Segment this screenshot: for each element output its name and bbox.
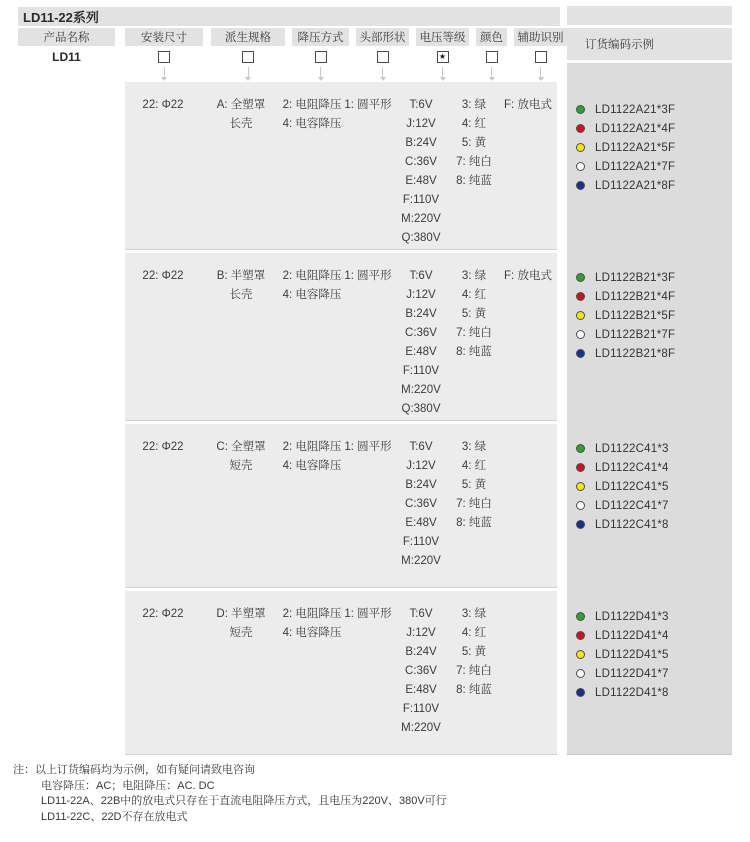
- order-code: LD1122D41*4: [595, 629, 669, 642]
- order-code: LD1122A21*8F: [595, 179, 676, 192]
- cell-line: J:12V: [406, 627, 436, 639]
- cell-line: C: 全塑罩: [216, 441, 266, 453]
- section-cell-voltages: [393, 438, 449, 571]
- order-code: LD1122B21*8F: [595, 347, 676, 360]
- cell-line: D: 半塑罩: [216, 608, 266, 620]
- order-code: LD1122D41*3: [595, 610, 669, 623]
- cell-line: 5: 黄: [461, 308, 487, 320]
- cell-line: E:48V: [405, 346, 437, 358]
- cell-line: M:220V: [401, 213, 441, 225]
- section-cell-spec: [201, 605, 281, 643]
- section-cell-reduction: [281, 605, 343, 643]
- arrow-head-icon: [245, 77, 251, 81]
- product-name-value: LD11: [52, 50, 81, 64]
- section-cell-colors: [449, 267, 499, 362]
- section-cell-spec: [201, 438, 281, 476]
- section-cell-head: [343, 438, 393, 457]
- note-line: 电容降压：AC；电阻降压：AC. DC: [41, 779, 215, 792]
- green-dot-icon: [576, 105, 585, 114]
- checkbox-icon[interactable]: [242, 51, 254, 63]
- order-code: LD1122B21*4F: [595, 290, 676, 303]
- code-group-3: [567, 607, 732, 702]
- section-cell-head: [343, 605, 393, 624]
- cell-line: Q:380V: [401, 403, 441, 415]
- code-row: [567, 157, 732, 176]
- cell-line: B:24V: [405, 137, 437, 149]
- order-code: LD1122D41*7: [595, 667, 669, 680]
- order-code: LD1122B21*3F: [595, 271, 676, 284]
- cell-line: 4: 电容降压: [282, 627, 342, 639]
- order-code: LD1122D41*5: [595, 648, 669, 661]
- arrow-head-icon: [440, 77, 446, 81]
- section-cell-aux: [499, 267, 557, 286]
- cell-line: 2: 电阻降压: [282, 608, 342, 620]
- section-cell-colors: [449, 605, 499, 700]
- cell-line: C:36V: [405, 665, 437, 677]
- cell-line: 22: Φ22: [142, 608, 184, 620]
- note-prefix: 注：: [13, 764, 35, 776]
- arrow-head-icon: [380, 77, 386, 81]
- checkbox-icon[interactable]: [315, 51, 327, 63]
- section-row-2: [125, 424, 557, 588]
- cell-line: T:6V: [409, 99, 433, 111]
- cell-line: 4: 电容降压: [282, 460, 342, 472]
- checkbox-starred-icon[interactable]: [437, 51, 449, 63]
- cell-line: 3: 绿: [461, 99, 487, 111]
- column-header-5: 颜色: [476, 28, 507, 46]
- page-title: LD11-22系列: [23, 10, 99, 25]
- cell-line: C:36V: [405, 498, 437, 510]
- cell-line: 4: 红: [461, 627, 487, 639]
- column-header-order-code: 订货编码示例: [567, 28, 732, 60]
- section-cell-size: [125, 605, 201, 624]
- cell-line: 1: 圆平形: [344, 441, 392, 453]
- order-code: LD1122C41*5: [595, 480, 669, 493]
- connector-arrow-icon: [540, 67, 541, 77]
- cell-line: 2: 电阻降压: [282, 99, 342, 111]
- cell-line: T:6V: [409, 270, 433, 282]
- code-row: [567, 325, 732, 344]
- green-dot-icon: [576, 273, 585, 282]
- order-code: LD1122C41*4: [595, 461, 669, 474]
- cell-line: 4: 电容降压: [282, 289, 342, 301]
- note-line: LD11-22A、22B中的放电式只存在于直流电阻降压方式，且电压为220V、380V可行: [41, 795, 447, 807]
- cell-line: 1: 圆平形: [344, 270, 392, 282]
- arrow-head-icon: [161, 77, 167, 81]
- cell-line: 4: 红: [461, 118, 487, 130]
- section-cell-aux: [499, 96, 557, 115]
- cell-line: 7: 纯白: [456, 327, 492, 339]
- cell-line: C:36V: [405, 327, 437, 339]
- star-icon: ★: [438, 52, 447, 61]
- cell-line: J:12V: [406, 460, 436, 472]
- white-dot-icon: [576, 330, 585, 339]
- section-cell-colors: [449, 438, 499, 533]
- cell-line: A: 全塑罩: [216, 99, 266, 111]
- order-code: LD1122C41*8: [595, 518, 669, 531]
- right-top-bar: [567, 6, 732, 25]
- yellow-dot-icon: [576, 482, 585, 491]
- green-dot-icon: [576, 444, 585, 453]
- code-row: [567, 626, 732, 645]
- cell-line: 5: 黄: [461, 479, 487, 491]
- column-header-4: 电压等级: [416, 28, 469, 46]
- cell-line: 22: Φ22: [142, 270, 184, 282]
- section-cell-colors: [449, 96, 499, 191]
- blue-dot-icon: [576, 688, 585, 697]
- note-line: LD11-22C、22D不存在放电式: [41, 810, 188, 823]
- blue-dot-icon: [576, 520, 585, 529]
- section-cell-size: [125, 267, 201, 286]
- red-dot-icon: [576, 124, 585, 133]
- white-dot-icon: [576, 162, 585, 171]
- section-cell-head: [343, 96, 393, 115]
- code-row: [567, 287, 732, 306]
- arrow-head-icon: [318, 77, 324, 81]
- cell-line: 2: 电阻降压: [282, 441, 342, 453]
- column-header-0: 安装尺寸: [125, 28, 203, 46]
- cell-line: 短壳: [229, 627, 253, 639]
- code-row: [567, 306, 732, 325]
- cell-line: 短壳: [229, 460, 253, 472]
- arrow-head-icon: [489, 77, 495, 81]
- code-row: [567, 344, 732, 363]
- cell-line: B: 半塑罩: [216, 270, 266, 282]
- section-cell-reduction: [281, 267, 343, 305]
- cell-line: 1: 圆平形: [344, 608, 392, 620]
- code-row: [567, 477, 732, 496]
- order-code: LD1122A21*7F: [595, 160, 676, 173]
- page-title-bar: [18, 7, 560, 26]
- cell-line: 1: 圆平形: [344, 99, 392, 111]
- column-header-product-name: 产品名称: [18, 28, 115, 46]
- section-cell-voltages: [393, 605, 449, 738]
- cell-line: 8: 纯蓝: [456, 175, 492, 187]
- order-code: LD1122C41*7: [595, 499, 669, 512]
- connector-arrow-icon: [491, 67, 492, 77]
- column-header-1: 派生规格: [211, 28, 285, 46]
- cell-line: 8: 纯蓝: [456, 684, 492, 696]
- connector-arrow-icon: [164, 67, 165, 77]
- code-row: [567, 138, 732, 157]
- connector-arrow-icon: [320, 67, 321, 77]
- column-header-2: 降压方式: [292, 28, 349, 46]
- cell-line: 3: 绿: [461, 441, 487, 453]
- order-code: LD1122A21*5F: [595, 141, 676, 154]
- white-dot-icon: [576, 669, 585, 678]
- cell-line: 3: 绿: [461, 608, 487, 620]
- cell-line: 5: 黄: [461, 137, 487, 149]
- arrow-head-icon: [538, 77, 544, 81]
- order-code: LD1122A21*3F: [595, 103, 676, 116]
- cell-line: T:6V: [409, 608, 433, 620]
- blue-dot-icon: [576, 349, 585, 358]
- section-cell-size: [125, 96, 201, 115]
- cell-line: M:220V: [401, 555, 441, 567]
- red-dot-icon: [576, 631, 585, 640]
- note-line: [13, 763, 447, 779]
- order-code: LD1122A21*4F: [595, 122, 676, 135]
- cell-line: Q:380V: [401, 232, 441, 244]
- blue-dot-icon: [576, 181, 585, 190]
- code-row: [567, 683, 732, 702]
- section-cell-spec: [201, 96, 281, 134]
- cell-line: F: 放电式: [504, 99, 552, 111]
- cell-line: 7: 纯白: [456, 665, 492, 677]
- cell-line: 2: 电阻降压: [282, 270, 342, 282]
- cell-line: 3: 绿: [461, 270, 487, 282]
- cell-line: 7: 纯白: [456, 498, 492, 510]
- column-header-6: 辅助识别: [514, 28, 567, 46]
- cell-line: 8: 纯蓝: [456, 346, 492, 358]
- section-cell-reduction: [281, 96, 343, 134]
- order-code: LD1122B21*7F: [595, 328, 676, 341]
- cell-line: F: 放电式: [504, 270, 552, 282]
- red-dot-icon: [576, 292, 585, 301]
- cell-line: 22: Φ22: [142, 99, 184, 111]
- section-cell-voltages: [393, 96, 449, 248]
- code-row: [567, 645, 732, 664]
- code-row: [567, 176, 732, 195]
- order-code: LD1122B21*5F: [595, 309, 676, 322]
- section-cell-voltages: [393, 267, 449, 419]
- cell-line: B:24V: [405, 308, 437, 320]
- cell-line: 长壳: [229, 118, 253, 130]
- cell-line: T:6V: [409, 441, 433, 453]
- red-dot-icon: [576, 463, 585, 472]
- section-cell-reduction: [281, 438, 343, 476]
- code-row: [567, 439, 732, 458]
- order-code: LD1122C41*3: [595, 442, 669, 455]
- code-row: [567, 515, 732, 534]
- cell-line: F:110V: [402, 703, 440, 715]
- section-cell-head: [343, 267, 393, 286]
- cell-line: F:110V: [402, 194, 440, 206]
- cell-line: E:48V: [405, 517, 437, 529]
- code-row: [567, 100, 732, 119]
- section-cell-spec: [201, 267, 281, 305]
- section-row-0: [125, 82, 557, 250]
- yellow-dot-icon: [576, 650, 585, 659]
- order-code: LD1122D41*8: [595, 686, 669, 699]
- cell-line: J:12V: [406, 289, 436, 301]
- cell-line: 4: 电容降压: [282, 118, 342, 130]
- code-row: [567, 607, 732, 626]
- green-dot-icon: [576, 612, 585, 621]
- cell-line: 8: 纯蓝: [456, 517, 492, 529]
- code-group-2: [567, 439, 732, 534]
- checkbox-icon[interactable]: [535, 51, 547, 63]
- checkbox-icon[interactable]: [486, 51, 498, 63]
- checkbox-icon[interactable]: [158, 51, 170, 63]
- yellow-dot-icon: [576, 143, 585, 152]
- cell-line: J:12V: [406, 118, 436, 130]
- cell-line: B:24V: [405, 479, 437, 491]
- section-row-1: [125, 253, 557, 421]
- cell-line: M:220V: [401, 384, 441, 396]
- cell-line: E:48V: [405, 175, 437, 187]
- notes: [13, 763, 447, 825]
- code-group-0: [567, 100, 732, 195]
- section-cell-size: [125, 438, 201, 457]
- cell-line: M:220V: [401, 722, 441, 734]
- cell-line: 4: 红: [461, 289, 487, 301]
- yellow-dot-icon: [576, 311, 585, 320]
- connector-arrow-icon: [382, 67, 383, 77]
- cell-line: 22: Φ22: [142, 441, 184, 453]
- code-row: [567, 664, 732, 683]
- code-row: [567, 119, 732, 138]
- white-dot-icon: [576, 501, 585, 510]
- checkbox-icon[interactable]: [377, 51, 389, 63]
- cell-line: 7: 纯白: [456, 156, 492, 168]
- cell-line: 4: 红: [461, 460, 487, 472]
- cell-line: F:110V: [402, 536, 440, 548]
- column-header-3: 头部形状: [356, 28, 409, 46]
- cell-line: 5: 黄: [461, 646, 487, 658]
- connector-arrow-icon: [442, 67, 443, 77]
- cell-line: E:48V: [405, 684, 437, 696]
- cell-line: C:36V: [405, 156, 437, 168]
- cell-line: F:110V: [402, 365, 440, 377]
- order-code-panel: [567, 63, 732, 755]
- code-row: [567, 458, 732, 477]
- code-group-1: [567, 268, 732, 363]
- cell-line: B:24V: [405, 646, 437, 658]
- code-row: [567, 496, 732, 515]
- note-text: 以上订货编码均为示例，如有疑问请致电咨询: [35, 764, 255, 776]
- connector-arrow-icon: [248, 67, 249, 77]
- section-row-3: [125, 591, 557, 755]
- cell-line: 长壳: [229, 289, 253, 301]
- code-row: [567, 268, 732, 287]
